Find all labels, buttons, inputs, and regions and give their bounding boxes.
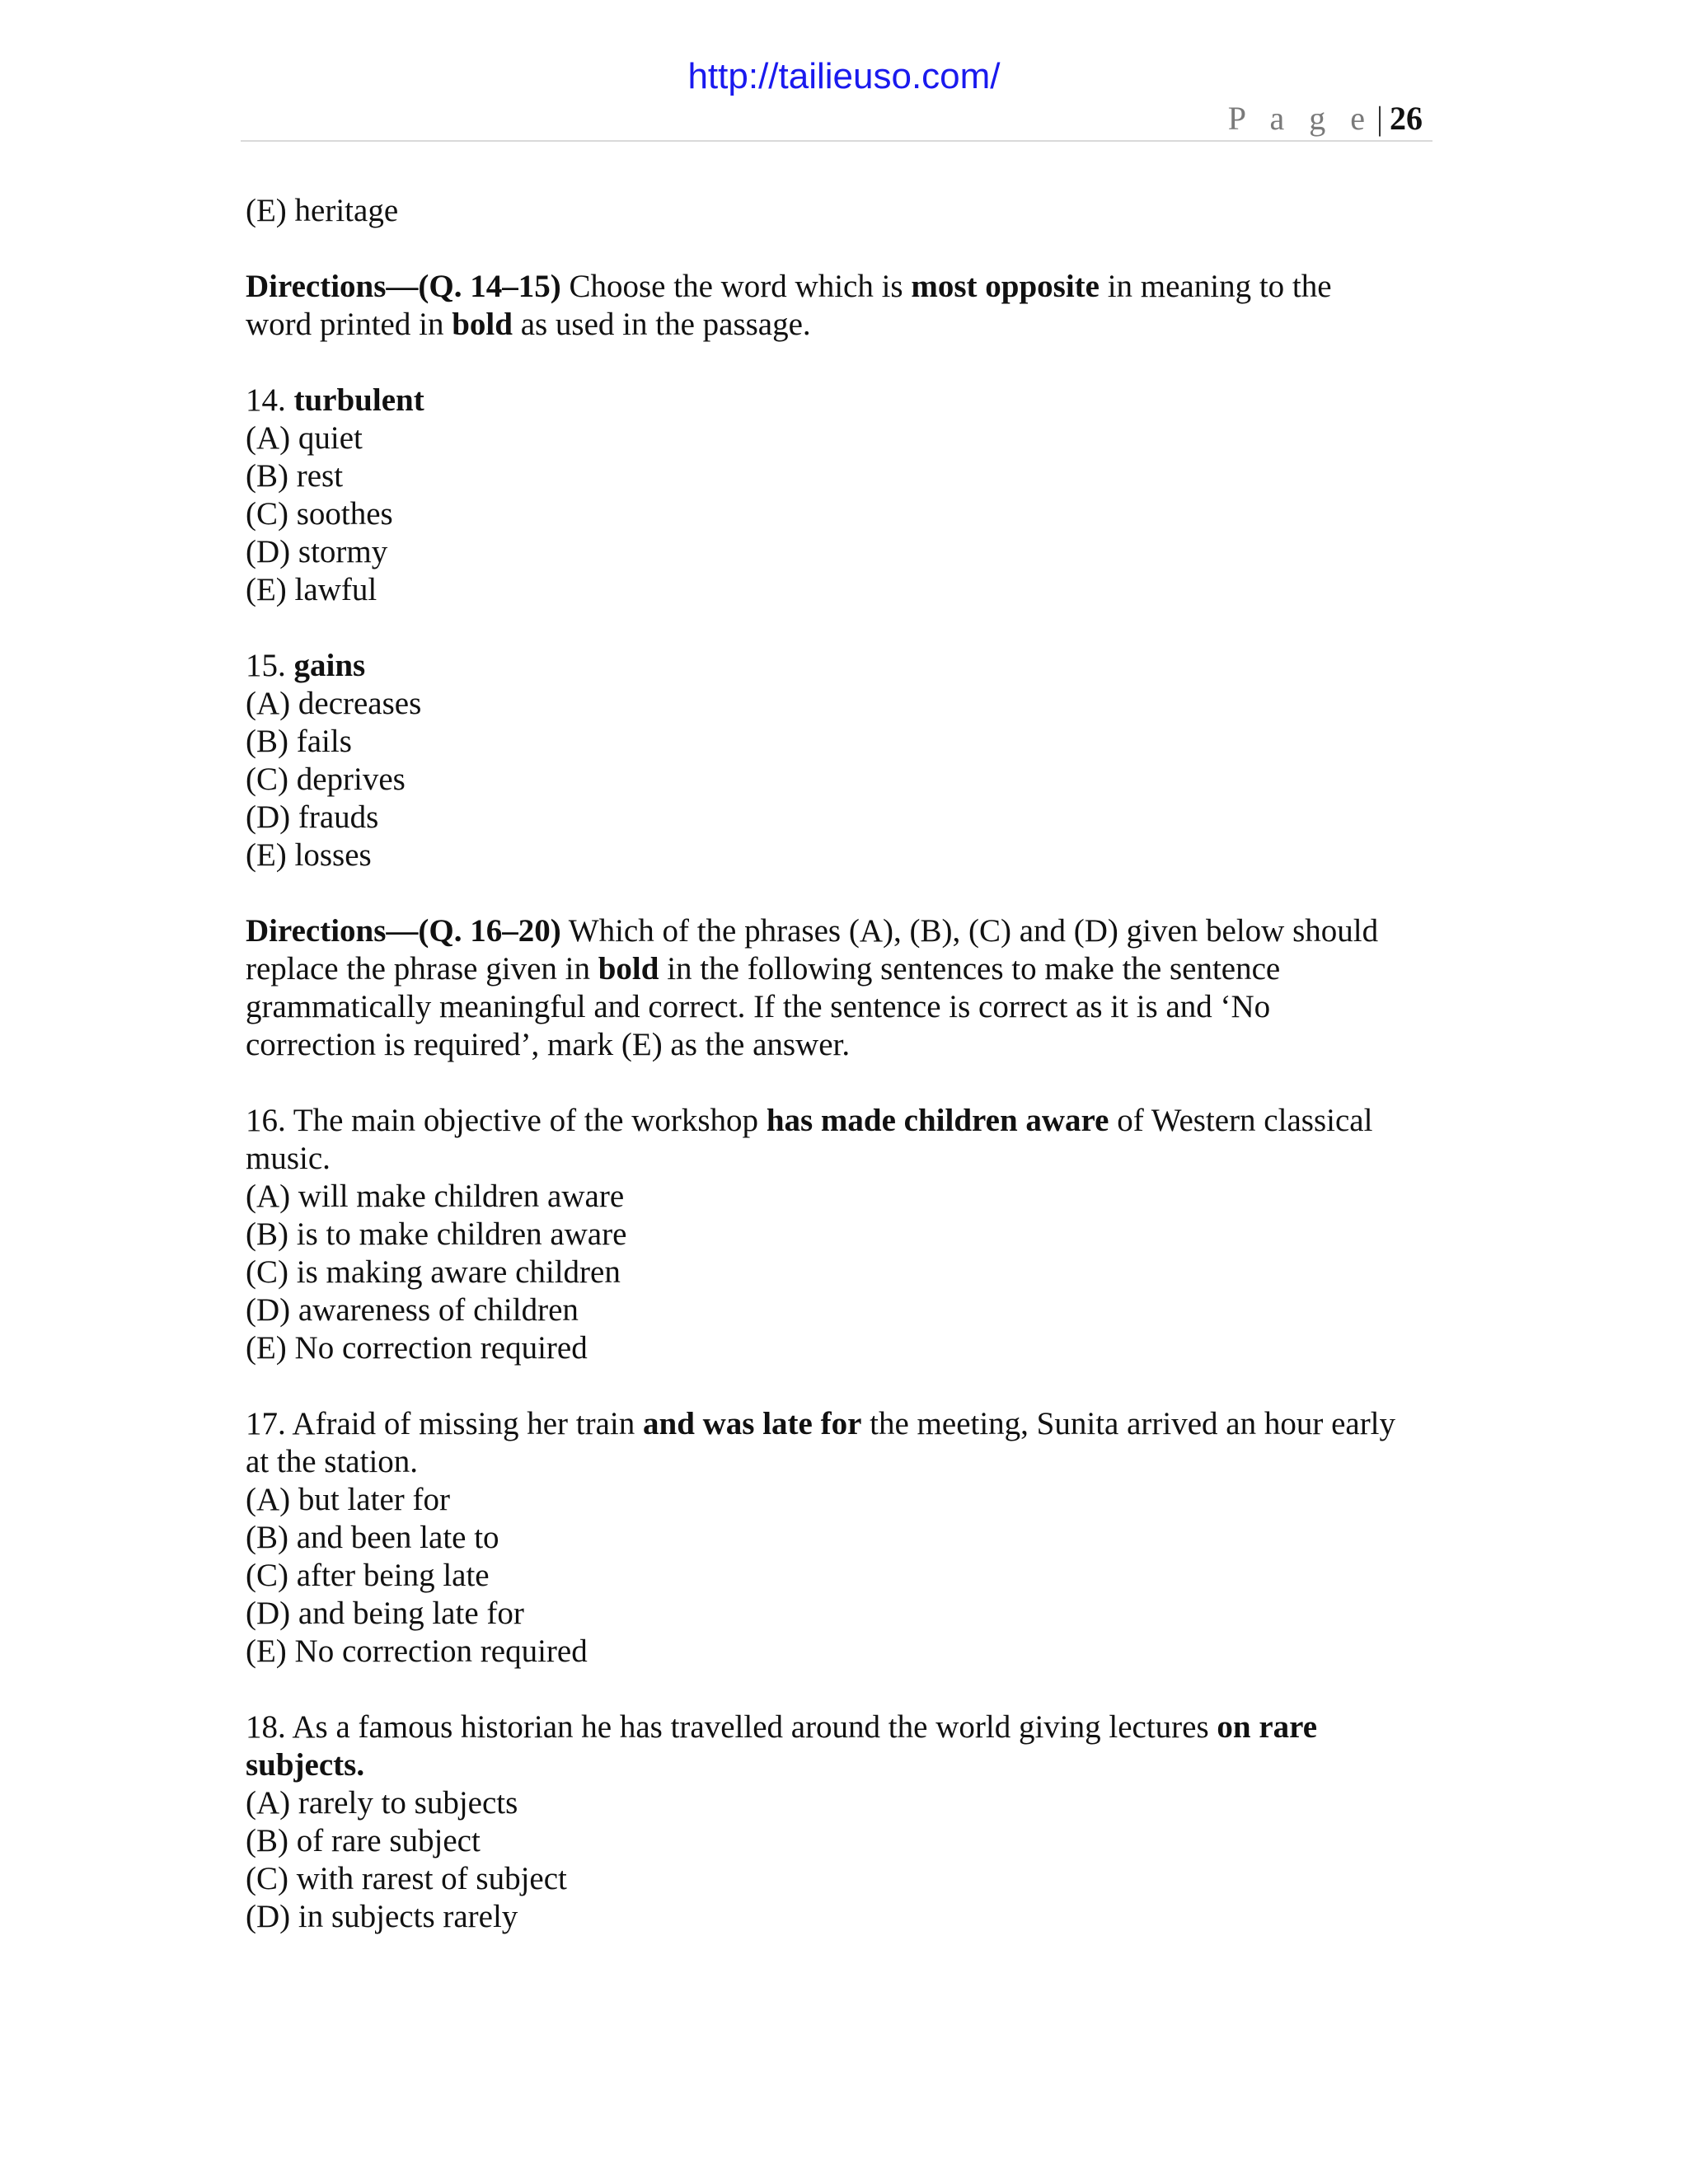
answer-option: (B) of rare subject bbox=[246, 1823, 481, 1858]
answer-option: (A) decreases bbox=[246, 686, 422, 721]
question-text: music. bbox=[246, 1141, 331, 1176]
directions-text: Choose the word which is bbox=[560, 269, 912, 304]
answer-option: (D) and being late for bbox=[246, 1596, 524, 1631]
question-word: gains bbox=[293, 648, 366, 683]
answer-option: (E) losses bbox=[246, 837, 372, 873]
page-indicator bbox=[1228, 99, 1423, 138]
answer-option: (A) quiet bbox=[246, 420, 363, 456]
question-15 bbox=[246, 647, 1432, 874]
answer-option: (B) and been late to bbox=[246, 1520, 499, 1555]
question-text: the meeting, Sunita arrived an hour early bbox=[861, 1406, 1396, 1441]
question-text: 16. The main objective of the workshop bbox=[246, 1103, 767, 1138]
directions-text: Which of the phrases (A), (B), (C) and (D) given below should bbox=[560, 913, 1379, 949]
directions-text: replace the phrase given in bbox=[246, 951, 598, 987]
answer-option: (D) stormy bbox=[246, 534, 388, 569]
header-url-link[interactable]: http://tailieuso.com/ bbox=[687, 56, 1001, 96]
directions-text: in meaning to the bbox=[1099, 269, 1332, 304]
question-number: 14. bbox=[246, 382, 294, 418]
question-text: 18. As a famous historian he has travelled around the world giving lectures bbox=[246, 1709, 1217, 1745]
answer-option: (C) deprives bbox=[246, 762, 406, 797]
question-text: of Western classical bbox=[1109, 1103, 1373, 1138]
question-14 bbox=[246, 382, 1432, 609]
page-content bbox=[246, 192, 1432, 1936]
header-divider bbox=[241, 140, 1432, 142]
question-bold-phrase: has made children aware bbox=[766, 1103, 1109, 1138]
directions-16-20 bbox=[246, 912, 1432, 1064]
question-17 bbox=[246, 1405, 1432, 1671]
directions-bold: most opposite bbox=[911, 269, 1100, 304]
answer-option: (E) No correction required bbox=[246, 1330, 588, 1366]
answer-option: (D) in subjects rarely bbox=[246, 1899, 518, 1934]
directions-text: correction is required’, mark (E) as the answer. bbox=[246, 1027, 851, 1062]
page-number: 26 bbox=[1390, 100, 1423, 137]
page-separator: | bbox=[1376, 100, 1383, 137]
directions-text: word printed in bbox=[246, 307, 452, 342]
answer-option: (B) rest bbox=[246, 458, 344, 494]
question-word: turbulent bbox=[293, 382, 424, 418]
answer-option: (C) soothes bbox=[246, 496, 393, 532]
answer-option: (D) awareness of children bbox=[246, 1292, 579, 1328]
answer-option: (C) is making aware children bbox=[246, 1254, 621, 1290]
question-bold-phrase: and was late for bbox=[643, 1406, 862, 1441]
answer-option: (A) rarely to subjects bbox=[246, 1785, 518, 1821]
question-18 bbox=[246, 1708, 1432, 1936]
answer-option: (B) fails bbox=[246, 724, 352, 759]
directions-14-15 bbox=[246, 268, 1432, 344]
answer-option: (A) will make children aware bbox=[246, 1179, 625, 1214]
question-bold-phrase: on rare bbox=[1217, 1709, 1318, 1745]
directions-bold: bold bbox=[452, 307, 513, 342]
page-label: P a g e bbox=[1227, 100, 1373, 137]
answer-option: (C) with rarest of subject bbox=[246, 1861, 567, 1896]
answer-option: (A) but later for bbox=[246, 1482, 450, 1517]
question-text: 17. Afraid of missing her train bbox=[246, 1406, 643, 1441]
answer-option: (D) frauds bbox=[246, 799, 379, 835]
directions-label: Directions—(Q. 14–15) bbox=[246, 269, 561, 304]
answer-option: (E) lawful bbox=[246, 572, 377, 607]
directions-text: grammatically meaningful and correct. If the sentence is correct as it is and ‘No bbox=[246, 989, 1271, 1024]
answer-option: (B) is to make children aware bbox=[246, 1216, 627, 1252]
question-number: 15. bbox=[246, 648, 294, 683]
directions-text: in the following sentences to make the sentence bbox=[659, 951, 1281, 987]
directions-bold: bold bbox=[598, 951, 659, 987]
directions-label: Directions—(Q. 16–20) bbox=[246, 913, 561, 949]
question-16 bbox=[246, 1102, 1432, 1367]
option-e-heritage: (E) heritage bbox=[246, 193, 399, 228]
answer-option: (C) after being late bbox=[246, 1558, 490, 1593]
question-bold-phrase: subjects. bbox=[246, 1747, 365, 1783]
answer-option: (E) No correction required bbox=[246, 1633, 588, 1669]
question-text: at the station. bbox=[246, 1444, 419, 1479]
directions-text: as used in the passage. bbox=[512, 307, 811, 342]
